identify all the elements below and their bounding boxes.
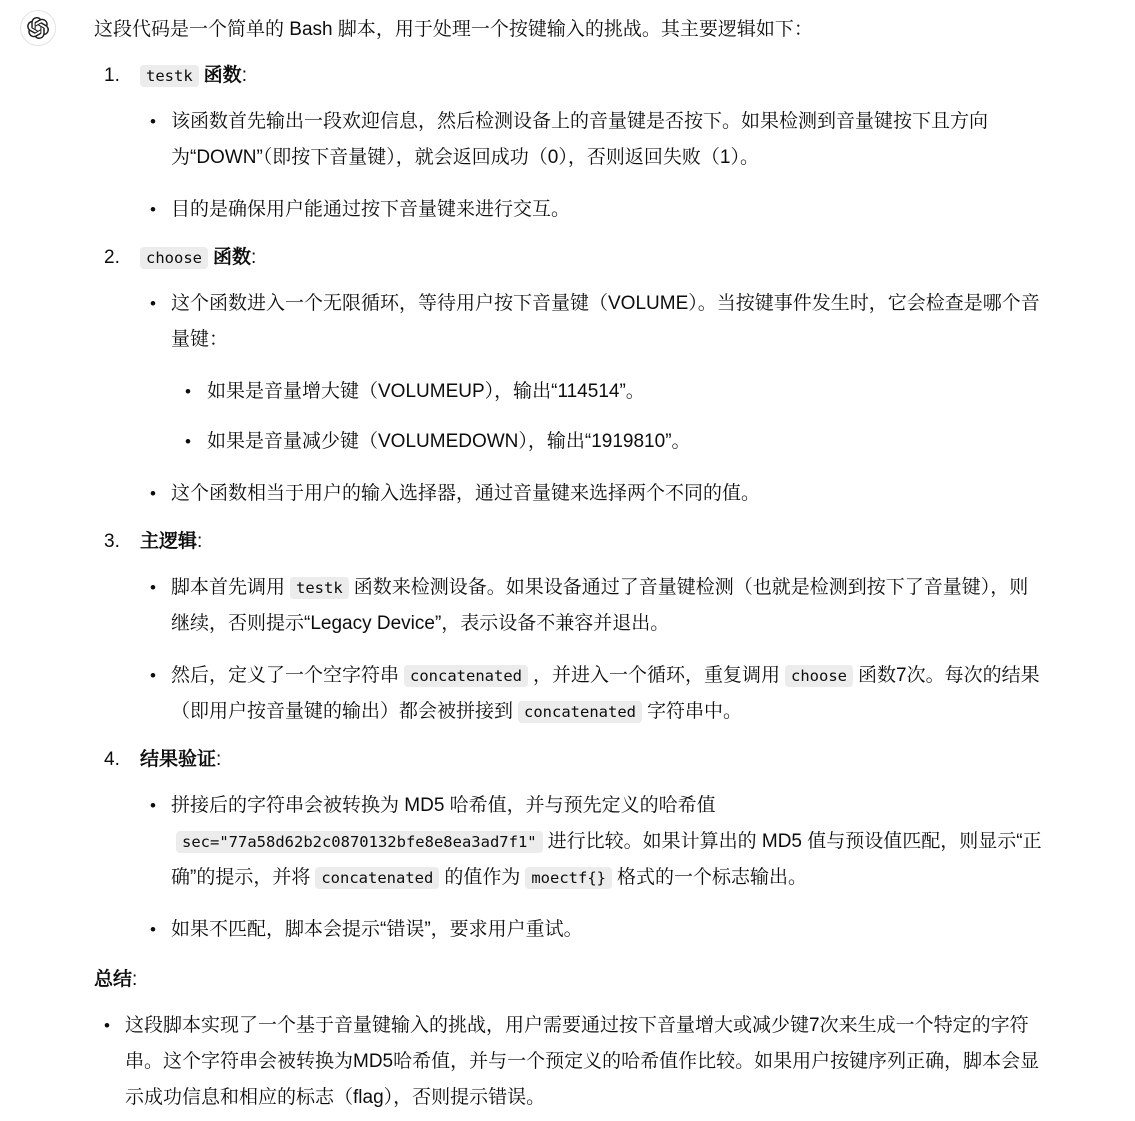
bullet-text: 如果是音量减少键（VOLUMEDOWN），输出“1919810”。 [207, 431, 691, 452]
bullet-icon: • [150, 294, 156, 313]
bullet-list [140, 286, 1042, 512]
item-header [140, 742, 1042, 778]
bullet-icon: • [104, 1016, 110, 1035]
item-header [140, 58, 1042, 94]
summary-colon: : [132, 969, 138, 990]
bullet-icon: • [150, 796, 156, 815]
bullet-icon: • [150, 920, 156, 939]
list-marker: 4. [104, 749, 120, 770]
inline-code: testk [140, 65, 199, 87]
text-run: 函数7次。每次的结果（即用户按音量键的输出）都会被拼接到 [171, 665, 1040, 722]
summary-section [94, 962, 1042, 1116]
text-run: ，并进入一个循环，重复调用 [533, 665, 781, 686]
inline-code: concatenated [404, 665, 528, 687]
bullet-text: 该函数首先输出一段欢迎信息，然后检测设备上的音量键是否按下。如果检测到音量键按下且方向为“DOWN”（即按下音量键），就会返回成功（0），否则返回失败（1）。 [171, 111, 989, 168]
inline-code: testk [290, 577, 349, 599]
text-run: 然后，定义了一个空字符串 [171, 665, 400, 686]
bullet-item [140, 286, 1042, 460]
intro-paragraph: 这段代码是一个简单的 Bash 脚本，用于处理一个按键输入的挑战。其主要逻辑如下： [94, 19, 813, 40]
summary-title: 总结 [94, 969, 133, 990]
bullet-item [140, 912, 1042, 948]
bullet-text: 这个函数进入一个无限循环，等待用户按下音量键（VOLUME）。当按键事件发生时，它会检查是哪个音量键： [171, 293, 1040, 350]
item-header [140, 240, 1042, 276]
inline-code: choose [140, 247, 208, 269]
inline-code: moectf{} [525, 867, 612, 889]
bullet-text: 这个函数相当于用户的输入选择器，通过音量键来选择两个不同的值。 [171, 483, 761, 504]
item-title: 结果验证 [140, 749, 217, 770]
text-run: 的值作为 [444, 867, 521, 888]
text-run: 脚本首先调用 [171, 577, 286, 598]
bullet-text [171, 658, 1042, 730]
bullet-icon: • [150, 112, 156, 131]
bullet-list [140, 570, 1042, 730]
summary-header [94, 962, 1042, 998]
item-colon: : [197, 531, 203, 552]
nested-bullet-item [171, 374, 1042, 410]
bullet-item [140, 104, 1042, 176]
bullet-item [140, 192, 1042, 228]
text-run: 函数来检测设备。如果设备通过了音量键检测（也就是检测到按下了音量键），则继续，否则提示“Legacy Device”，表示设备不兼容并退出。 [171, 577, 1029, 634]
item-title: 函数 [203, 65, 242, 86]
nested-bullet-list [171, 374, 1042, 460]
bullet-icon: • [185, 432, 191, 451]
inline-code: concatenated [518, 701, 642, 723]
item-header [140, 524, 1042, 560]
bullet-item [140, 570, 1042, 642]
bullet-icon: • [150, 484, 156, 503]
bullet-list [140, 104, 1042, 228]
list-item-result-verify [94, 742, 1042, 948]
assistant-message [94, 10, 1042, 1116]
text-run: 拼接后的字符串会被转换为 MD5 哈希值，并与预先定义的哈希值 [171, 795, 716, 816]
bullet-item [94, 1008, 1042, 1116]
summary-list [94, 1008, 1042, 1116]
bullet-item [140, 658, 1042, 730]
bullet-text: 如果不匹配，脚本会提示“错误”，要求用户重试。 [171, 919, 583, 940]
text-run: 进行比较。如果计算出的 MD5 值与预设值匹配，则显示“正确”的提示，并将 [171, 831, 1042, 888]
list-item-main-logic [94, 524, 1042, 730]
list-item-choose [94, 240, 1042, 512]
bullet-icon: • [185, 382, 191, 401]
bullet-icon: • [150, 578, 156, 597]
bullet-icon: • [150, 200, 156, 219]
item-title: 主逻辑 [140, 531, 198, 552]
text-run: 格式的一个标志输出。 [616, 867, 807, 888]
list-item-testk [94, 58, 1042, 228]
item-colon: : [251, 247, 257, 268]
bullet-text [171, 570, 1042, 642]
bullet-item [140, 476, 1042, 512]
inline-code: sec="77a58d62b2c0870132bfe8e8ea3ad7f1" [176, 831, 543, 853]
item-colon: : [241, 65, 247, 86]
item-colon: : [216, 749, 222, 770]
main-ordered-list [94, 58, 1042, 948]
bullet-list [140, 788, 1042, 948]
bullet-item [140, 788, 1042, 896]
bullet-icon: • [150, 666, 156, 685]
inline-code: choose [785, 665, 853, 687]
bullet-text: 如果是音量增大键（VOLUMEUP），输出“114514”。 [207, 381, 645, 402]
text-run: 字符串中。 [647, 701, 743, 722]
item-title: 函数 [213, 247, 252, 268]
bullet-text: 目的是确保用户能通过按下音量键来进行交互。 [171, 199, 571, 220]
list-marker: 3. [104, 531, 120, 552]
inline-code: concatenated [315, 867, 439, 889]
openai-logo-icon [27, 17, 49, 39]
bullet-text: 这段脚本实现了一个基于音量键输入的挑战，用户需要通过按下音量增大或减少键7次来生成一个特定的字符串。这个字符串会被转换为MD5哈希值，并与一个预定义的哈希值作比较。如果用户按键序列正确，脚本会显示成功信息和相应的标志（flag），否则提示错误。 [125, 1015, 1040, 1108]
list-marker: 1. [104, 65, 120, 86]
bullet-text [171, 788, 1042, 896]
nested-bullet-item [171, 424, 1042, 460]
list-marker: 2. [104, 247, 120, 268]
assistant-avatar [20, 10, 56, 46]
